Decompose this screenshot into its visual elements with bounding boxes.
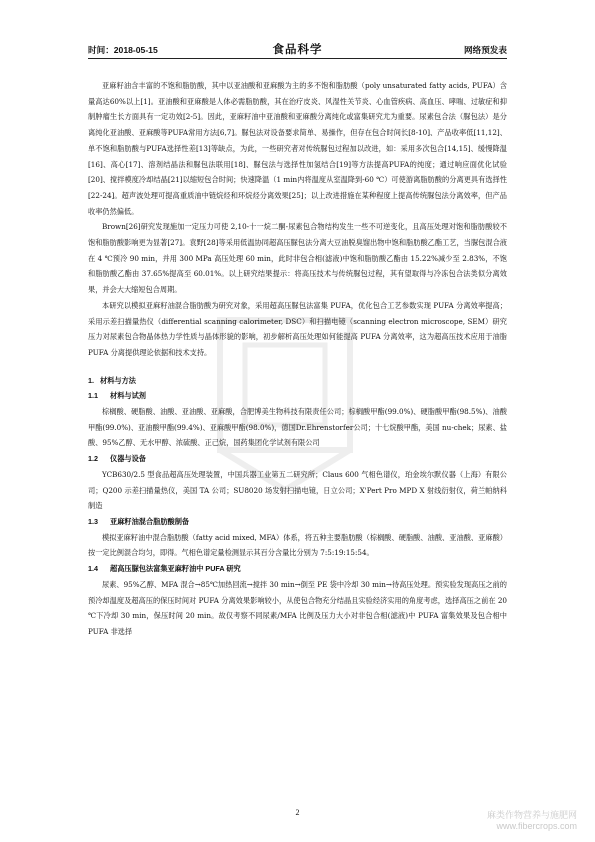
subsection-text-1-4: 尿素、95%乙醇、MFA 混合→85℃加热回流→搅拌 30 min→倒至 PE 袋中冷却 30 min→待高压处理。预实验发现高压之前的预冷却温度及超高压的保压时间对 PUFA 分离效果影响较小，从使包合物充分结晶且实验经济实用的角度考虑，选择高压之前在 20 ℃下冷却 30 min，保压时间 20 min。故仅考察不同尿素/MFA 比例及压力大小对非包合相(滤液)中 PUFA 富集效果及包合相中 PUFA 非选择	[88, 579, 507, 636]
subsection-text-1-3: 模拟亚麻籽油中混合脂肪酸（fatty acid mixed, MFA）体系，将五种主要脂肪酸（棕榈酸、硬脂酸、油酸、亚油酸、亚麻酸）按一定比例混合均匀，即得。气相色谱定量检测显示其百分含量比分别为 7:5:19:15:54。	[88, 532, 507, 558]
online-first-tag: 网络预发表	[464, 45, 507, 55]
footer-watermark-line1: 麻类作物营养与施肥网	[486, 810, 577, 820]
subsection-heading-1-2: 1.2 仪器与设备	[88, 454, 146, 464]
page-header	[88, 42, 507, 56]
footer-watermark	[487, 810, 577, 832]
intro-paragraph-1: 亚麻籽油含丰富的不饱和脂肪酸，其中以亚油酸和亚麻酸为主的多不饱和脂肪酸（poly unsaturated fatty acids, PUFA）含量高达60%以上[1]。亚油酸和亚麻酸是人体必需脂肪酸，其在治疗皮炎、风湿性关节炎、心血管疾病、高血压、哮喘、过敏症和抑制肿瘤生长方面具有一定功效[2-5]。因此，亚麻籽油中亚油酸和亚麻酸分离纯化或富集研究尤为重要。尿素包合法（脲包法）是分离纯化亚油酸、亚麻酸等PUFA常用方法[6,7]。脲包法对设备要求简单、易操作，但存在包合时间长[8-10]、产品收率低[11,12]、单不饱和脂肪酸与PUFA选择性差[13]等缺点，为此，一些研究者对传统脲包过程加以改进，如：采用多次包合[14,15]、缓慢降温[16]、高心[17]、溶剂结晶法和脲包法联用[18]、脲包法与选择性加氢结合[19]等方法提高PUFA的纯度；通过响应面优化试验[20]、搅拌模度冷却结晶[21]以缩短包合时间；快速降温（1 min内将温度从室温降到-60 ℃）可使游离脂肪酸的分离更具有选择性[22-24]。超声波处理可提高重质油中链烷烃和环烷烃分离效果[25]；以上改进措施在某种程度上提高传统脲包法分离效率，但产品收率仍然偏低。	[88, 81, 507, 216]
subsection-heading-1-3: 1.3 亚麻籽油混合脂肪酸制备	[88, 516, 190, 526]
section-number: 1.	[88, 375, 94, 385]
header-divider	[88, 58, 507, 59]
journal-logo: 食品科学	[272, 44, 323, 56]
footer-watermark-line2: www.fibercrops.com	[496, 821, 577, 831]
section-heading-materials-methods	[88, 373, 507, 389]
article-body	[88, 78, 507, 640]
section-title: 材料与方法	[100, 375, 136, 385]
publish-date: 时间：2018-05-15	[88, 45, 158, 55]
subsection-text-1-2: YCB630/2.5 型食品超高压处理装置，中国兵器工业第五二研究所；Claus 600 气相色谱仪，珀金埃尔默仪器（上海）有限公司；Q200 示差扫描量热仪，美国 TA 公司；SU8020 场发射扫描电镜，日立公司；X'Pert Pro MPD X 射线衍射仪，荷兰帕纳科制造	[88, 469, 507, 511]
subsection-text-1-1: 棕榈酸、硬脂酸、油酸、亚油酸、亚麻酸，合肥博美生物科技有限责任公司；棕榈酸甲酯(99.0%)、硬脂酸甲酯(98.5%)、油酸甲酯(99.0%)、亚油酸甲酯(99.4%)、亚麻酸甲酯(98.0%)，德国Dr.Ehrenstorfer公司；十七烷酸甲酯，美国 nu-chek；尿素、盐酸、95%乙醇、无水甲醇、浓硫酸、正己烷，国药集团化学试剂有限公司	[88, 407, 507, 448]
page-number: 2	[295, 808, 300, 817]
intro-paragraph-2: Brown[26]研究发现施加一定压力可使 2,10-十一烷二酮-尿素包合物结构发生一些不可逆变化，且高压处理对饱和脂肪酸较不饱和脂肪酸影响更为显著[27]。袁野[28]等采用低温协同超高压脲包法分离大豆油脱臭馏出物中饱和脂肪酸乙酯工艺，当脲包混合液在 4 ℃预冷 90 min，并用 300 MPa 高压处理 60 min，此时非包合相(滤液)中饱和脂肪酸乙酯由 15.22%减少至 2.83%，不饱和脂肪酸乙酯由 37.65%提高至 60.01%。以上研究结果提示：将高压技术与传统脲包过程，其有望取得与冷冻包合法类似分离效果，并会大大缩短包合周期。	[88, 222, 507, 295]
subsection-heading-1-1: 1.1 材料与试剂	[88, 391, 146, 401]
intro-paragraph-3: 本研究以模拟亚麻籽油混合脂肪酸为研究对象，采用超高压脲包法富集 PUFA，优化包合工艺参数实现 PUFA 分离效率提高；采用示差扫描量热仪（differential scanning calorimeter, DSC）和扫描电镜（scanning electron microscope, SEM）研究压力对尿素包合物晶体热力学性质与晶体形貌的影响，初步解析高压处理如何能提高 PUFA 分离效率，这为超高压技术应用于油脂 PUFA 分离提供理论依据和技术支持。	[88, 300, 507, 357]
subsection-heading-1-4: 1.4 超高压脲包法富集亚麻籽油中 PUFA 研究	[88, 564, 241, 574]
